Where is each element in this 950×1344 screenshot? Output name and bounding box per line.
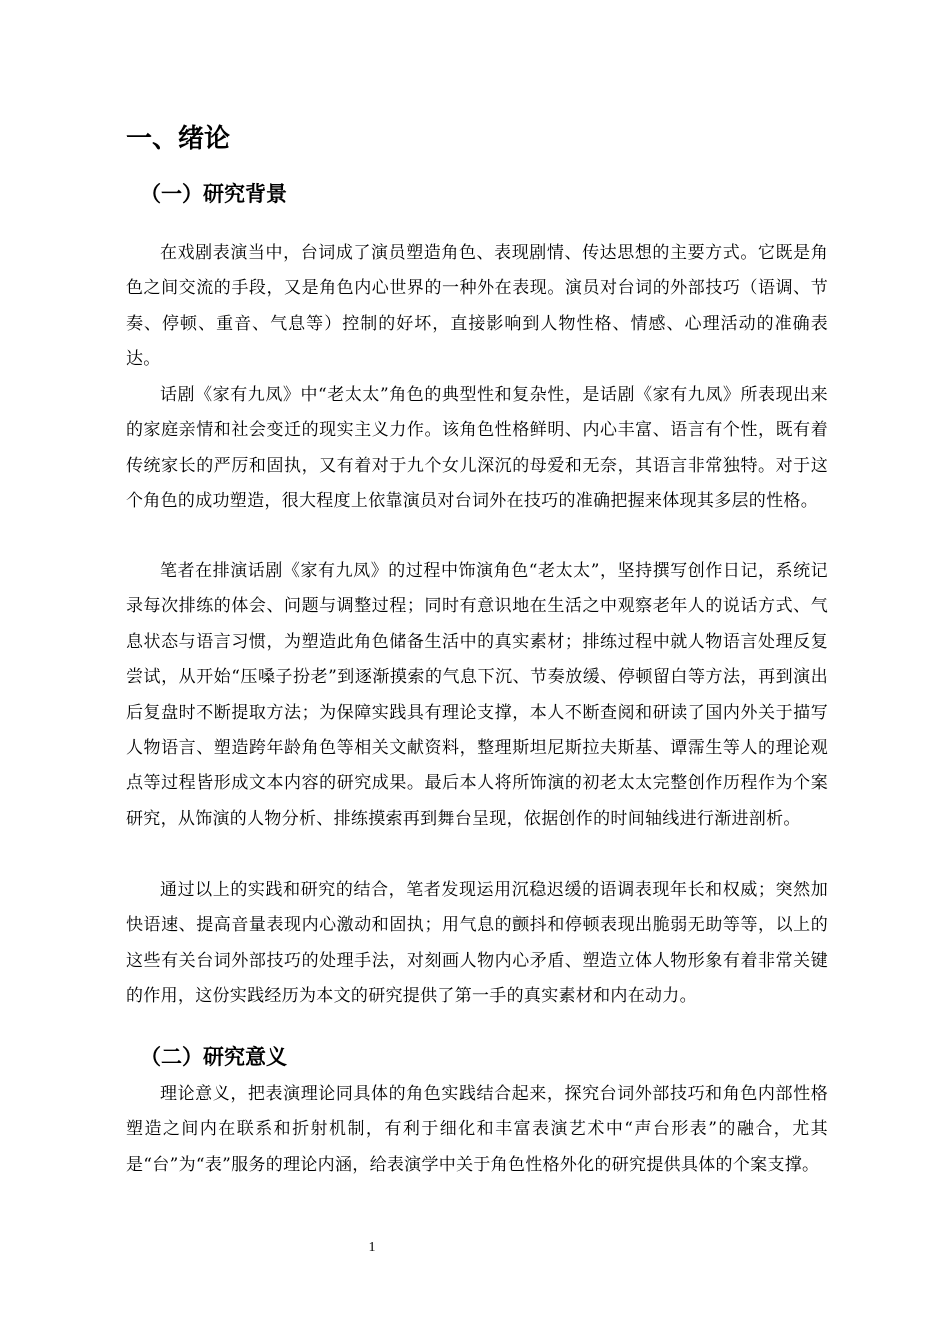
paragraph: 笔者在排演话剧《家有九凤》的过程中饰演角色“老太太”，坚持撰写创作日记，系统记录每次排练的体会、问题与调整过程；同时有意识地在生活之中观察老年人的说话方式、气息状态与语言习惯，为塑造此角色储备生活中的真实素材；排练过程中就人物语言处理反复尝试，从开始“压嗓子扮老”到逐渐摸索的气息下沉、节奏放缓、停顿留白等方法，再到演出后复盘时不断提取方法；为保障实践具有理论支撑，本人不断查阅和研读了国内外关于描写人物语言、塑造跨年龄角色等相关文献资料，整理斯坦尼斯拉夫斯基、谭霈生等人的理论观点等过程皆形成文本内容的研究成果。最后本人将所饰演的初老太太完整创作历程作为个案研究，从饰演的人物分析、排练摸索再到舞台呈现，依据创作的时间轴线进行渐进剖析。	[126, 561, 828, 829]
paragraph: 在戏剧表演当中，台词成了演员塑造角色、表现剧情、传达思想的主要方式。它既是角色之间交流的手段，又是角色内心世界的一种外在表现。演员对台词的外部技巧（语调、节奏、停顿、重音、气息等）控制的好坏，直接影响到人物性格、情感、心理活动的准确表达。	[126, 243, 828, 370]
paragraph: 话剧《家有九凤》中“老太太”角色的典型性和复杂性，是话剧《家有九凤》所表现出来的家庭亲情和社会变迁的现实主义力作。该角色性格鲜明、内心丰富、语言有个性，既有着传统家长的严厉和固执，又有着对于九个女儿深沉的母爱和无奈，其语言非常独特。对于这个角色的成功塑造，很大程度上依靠演员对台词外在技巧的准确把握来体现其多层的性格。	[126, 385, 828, 512]
page-number: 1	[368, 1240, 376, 1255]
chapter-heading: 一、绪论	[126, 124, 231, 154]
section-title-significance: （二）研究意义	[140, 1045, 287, 1069]
paragraph: 通过以上的实践和研究的结合，笔者发现运用沉稳迟缓的语调表现年长和权威；突然加快语速、提高音量表现内心激动和固执；用气息的颤抖和停顿表现出脆弱无助等等，以上的这些有关台词外部技巧的处理手法，对刻画人物内心矛盾、塑造立体人物形象有着非常关键的作用，这份实践经历为本文的研究提供了第一手的真实素材和内在动力。	[126, 880, 828, 1007]
section-title-background: （一）研究背景	[140, 182, 287, 206]
paragraph: 理论意义，把表演理论同具体的角色实践结合起来，探究台词外部技巧和角色内部性格塑造之间内在联系和折射机制，有利于细化和丰富表演艺术中“声台形表”的融合，尤其是“台”为“表”服务的理论内涵，给表演学中关于角色性格外化的研究提供具体的个案支撑。	[126, 1084, 828, 1175]
